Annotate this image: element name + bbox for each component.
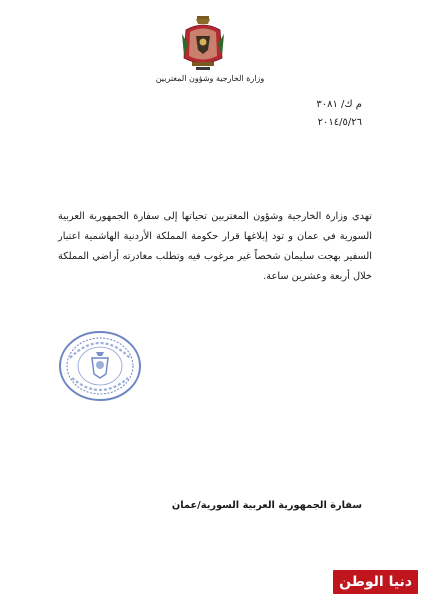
reference-date: ٢٠١٤/٥/٢٦ bbox=[317, 117, 362, 128]
ministry-name: وزارة الخارجية وشؤون المغتربين bbox=[155, 74, 265, 83]
body-paragraph: تهدي وزارة الخارجية وشؤون المغتربين تحياتها إلى سفارة الجمهورية العربية السورية في عمان و تود إبلاغها قرار حكومة المملكة الأردنية الهاشمية اعتبار السفير بهجت سليمان شخصاً غير مرغوب فيه وتطلب مغادرته أراضي المملكة خلال أربعة وعشرين ساعة. bbox=[58, 211, 372, 282]
reference-block bbox=[316, 96, 362, 132]
watermark-logo: دنيا الوطن bbox=[333, 570, 418, 594]
royal-emblem-icon bbox=[178, 14, 228, 74]
reference-number: م ك/ ٣٠٨١ bbox=[316, 99, 362, 110]
letter-body bbox=[58, 207, 372, 287]
official-seal-stamp bbox=[56, 328, 144, 404]
recipient-line: سفارة الجمهورية العربية السورية/عمان bbox=[171, 500, 362, 511]
